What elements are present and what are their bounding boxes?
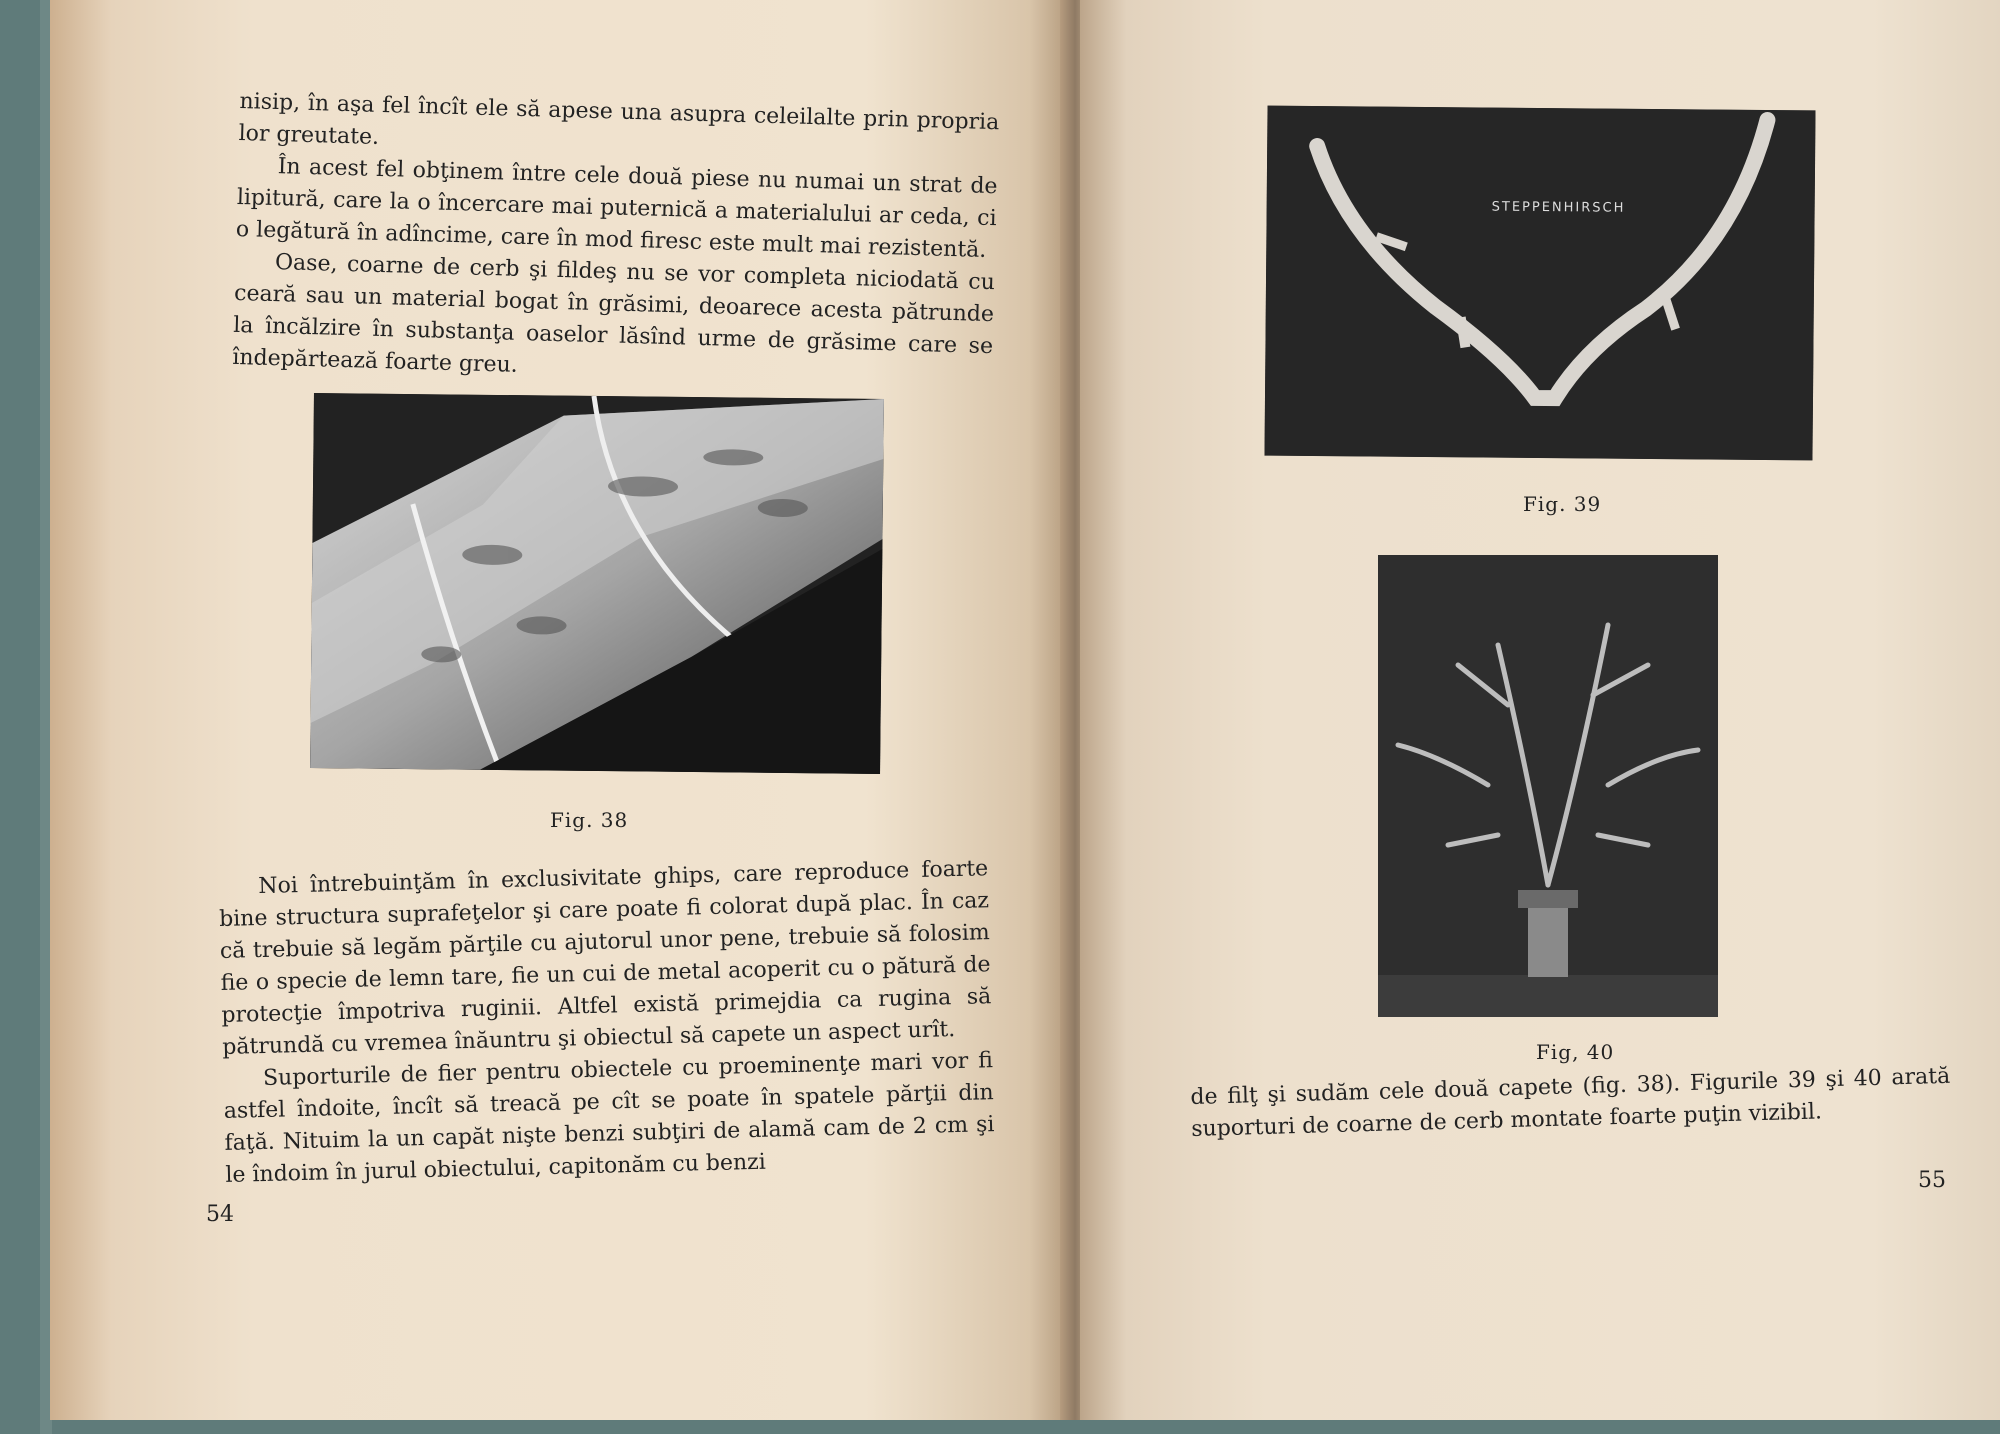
figure-39-caption: Fig. 39 [1523, 492, 1602, 516]
left-top-text [232, 86, 1000, 395]
antler-repair-image [310, 393, 884, 774]
paragraph: nisip, în aşa fel încît ele să apese una asupra celeilalte prin propria lor greutate. [238, 88, 1000, 150]
figure-40-caption: Fig, 40 [1536, 1040, 1615, 1064]
paragraph: În acest fel obţinem între cele două piese nu numai un strat de lipitură, care la o încercare mai puternică a materialului ar ceda, ci o legătură în adîncime, care în mod firesc este mult mai rezistentă. [235, 154, 998, 263]
page-number-right: 55 [1918, 1168, 1946, 1193]
open-book [40, 0, 2000, 1434]
right-closing-text [1190, 1061, 1951, 1146]
figure-39-photo [1264, 106, 1815, 461]
antler-wall-mount-image [1378, 555, 1718, 1017]
figure-40-photo [1378, 555, 1718, 1017]
antler-mount-image [1264, 106, 1815, 461]
left-page [50, 0, 1070, 1420]
right-page [1080, 0, 2000, 1420]
page-number-left: 54 [206, 1202, 234, 1227]
figure-38-photo [310, 393, 884, 774]
figure-39-label: STEPPENHIRSCH [1491, 199, 1626, 216]
paragraph: Suporturile de fier pentru obiectele cu proeminenţe mari vor fi astfel îndoite, încît să treacă pe cît se poate în spatele părţii din faţă. Nituim la un capăt nişte benzi subţiri de alamă cam de 2 cm şi le îndoim în jurul obiectului, capitonăm cu benzi [223, 1048, 995, 1188]
paragraph: Noi întrebuinţăm în exclusivitate ghips, care reproduce foarte bine structura suprafeţelor şi care poate fi colorat după plac. În caz că trebuie să legăm părţile cu ajutorul unor pene, trebuie să folosim fie o specie de lemn tare, fie un cui de metal acoperit cu o pătură de protecţie împotriva ruginii. Altfel există primejdia ca rugina să pătrundă cu vremea înăuntru şi obiectul să capete un aspect urît. [218, 856, 992, 1060]
left-bottom-text [218, 853, 996, 1192]
paragraph: Oase, coarne de cerb şi fildeş nu se vor completa niciodată cu ceară sau un material bogat în grăsimi, deoarece acesta pătrunde la încălzire în substanţa oaselor lăsînd urme de grăsime care se îndepărtează foarte greu. [232, 250, 996, 378]
figure-38-caption: Fig. 38 [550, 808, 629, 832]
paragraph: de filţ şi sudăm cele două capete (fig. 38). Figurile 39 şi 40 arată suporturi de coarne de cerb montate foarte puţin vizibil. [1190, 1063, 1951, 1142]
